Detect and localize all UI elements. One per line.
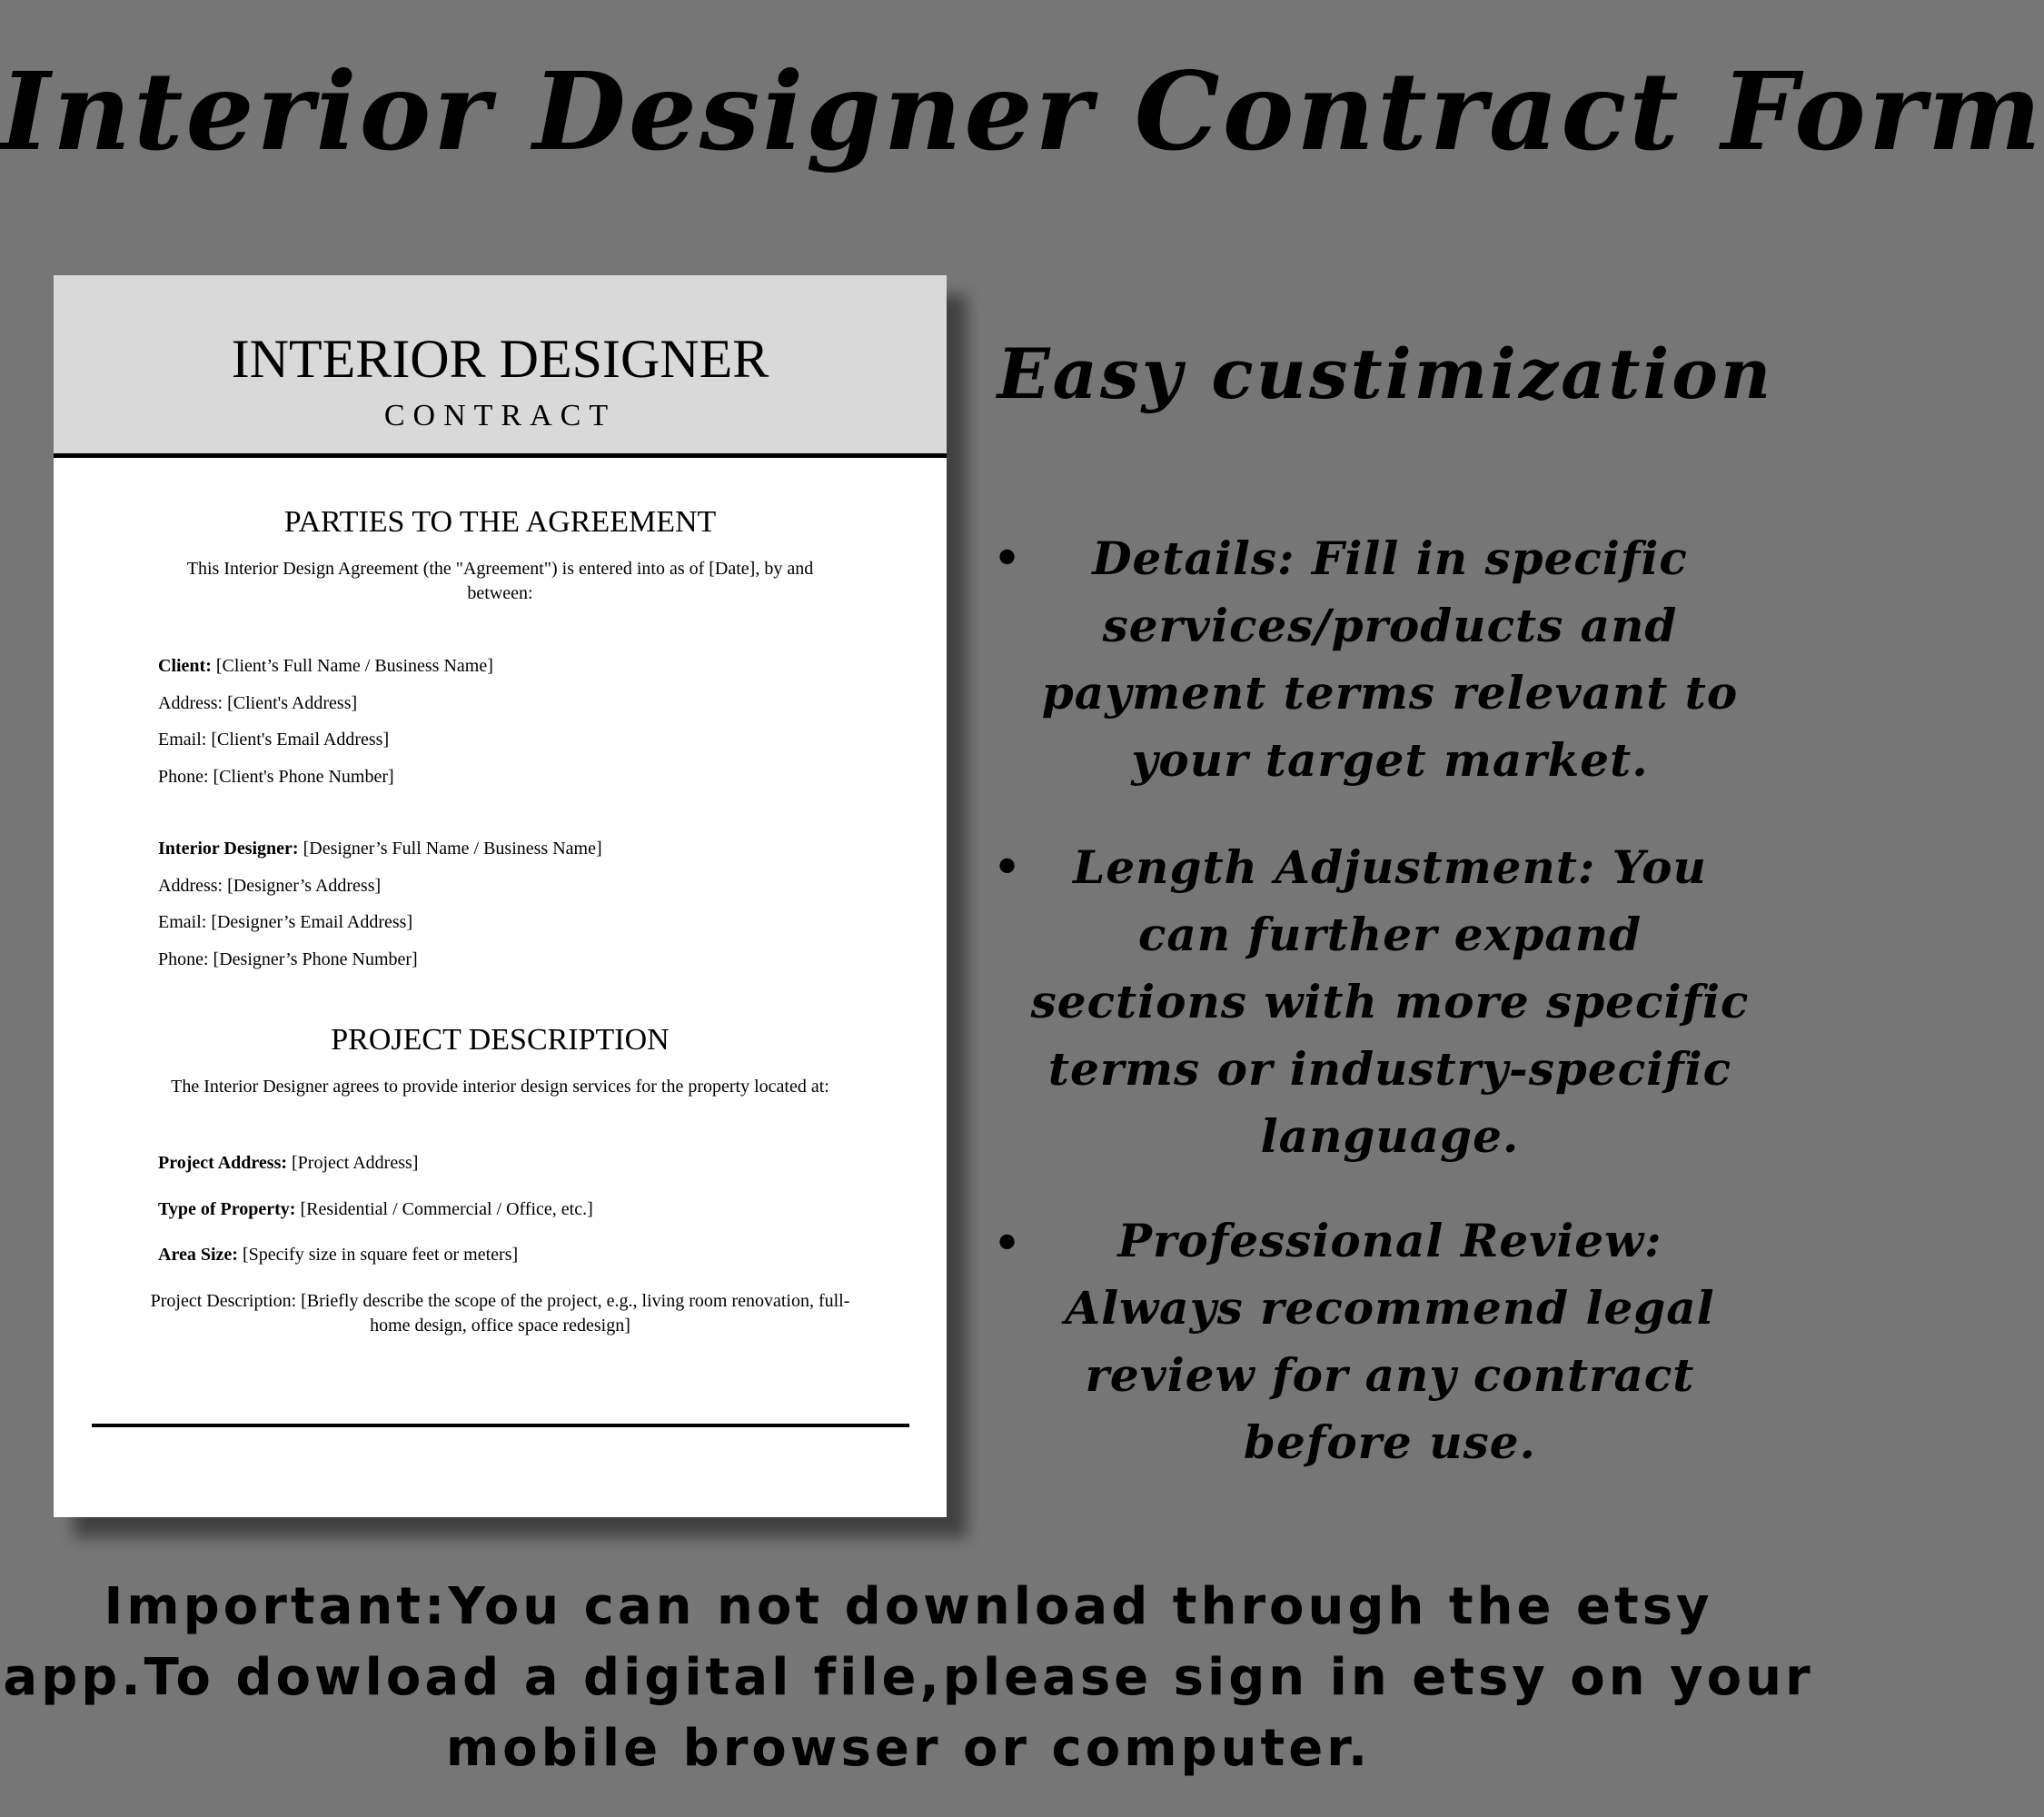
contract-preview bbox=[54, 275, 947, 1517]
area-size-line bbox=[158, 1246, 518, 1264]
page-title: Interior Designer Contract Form bbox=[0, 48, 2044, 174]
client-address: Address: [Client's Address] bbox=[158, 693, 358, 713]
footer-divider bbox=[92, 1424, 909, 1427]
project-intro: The Interior Designer agrees to provide interior design services for the property located at: bbox=[171, 1077, 829, 1097]
area-size-value: [Specify size in square feet or meters] bbox=[242, 1245, 519, 1265]
designer-address: Address: [Designer’s Address] bbox=[158, 876, 382, 896]
download-note: Important:You can not download through the etsy app.To dowload a digital file,please sign in etsy on your mobile browser or computer. bbox=[3, 1577, 1814, 1778]
client-name: [Client’s Full Name / Business Name] bbox=[215, 656, 493, 676]
designer-email: Email: [Designer’s Email Address] bbox=[158, 912, 413, 932]
client-name-line bbox=[158, 657, 493, 675]
feature-length-adjustment: Length Adjustment: You can further expand sections with more specific terms or industry-specific language. bbox=[1030, 840, 1750, 1163]
designer-name: [Designer’s Full Name / Business Name] bbox=[303, 839, 602, 859]
project-heading: PROJECT DESCRIPTION bbox=[331, 1023, 670, 1057]
designer-name-line bbox=[158, 839, 602, 858]
client-label: Client: bbox=[158, 656, 212, 676]
property-type-label: Type of Property: bbox=[158, 1199, 296, 1219]
feature-details: Details: Fill in specific services/products and payment terms relevant to your target market. bbox=[1041, 531, 1739, 787]
feature-professional-review: Professional Review: Always recommend legal review for any contract before use. bbox=[1065, 1214, 1715, 1469]
area-size-label: Area Size: bbox=[158, 1245, 238, 1265]
contract-header bbox=[54, 275, 947, 458]
parties-heading: PARTIES TO THE AGREEMENT bbox=[283, 505, 717, 539]
client-phone: Phone: [Client's Phone Number] bbox=[158, 767, 394, 787]
bullet-icon: • bbox=[992, 1215, 1023, 1274]
bullet-icon: • bbox=[992, 839, 1023, 898]
parties-intro: This Interior Design Agreement (the "Agreement") is entered into as of [Date], by and between: bbox=[186, 559, 814, 603]
bullet-icon: • bbox=[992, 530, 1023, 589]
project-address-label: Project Address: bbox=[158, 1153, 288, 1173]
contract-subtitle: CONTRACT bbox=[383, 399, 617, 432]
project-address-line bbox=[158, 1154, 418, 1172]
project-address-value: [Project Address] bbox=[292, 1153, 419, 1173]
designer-label: Interior Designer: bbox=[158, 839, 299, 859]
features-title: Easy custimization bbox=[997, 333, 1774, 414]
contract-title: INTERIOR DESIGNER bbox=[231, 329, 769, 389]
project-description: Project Description: [Briefly describe the scope of the project, e.g., living room renovation, full-home design, office space redesign] bbox=[150, 1291, 850, 1335]
property-type-line bbox=[158, 1200, 593, 1218]
designer-phone: Phone: [Designer’s Phone Number] bbox=[158, 949, 418, 969]
client-email: Email: [Client's Email Address] bbox=[158, 730, 390, 750]
property-type-value: [Residential / Commercial / Office, etc.] bbox=[300, 1199, 593, 1219]
